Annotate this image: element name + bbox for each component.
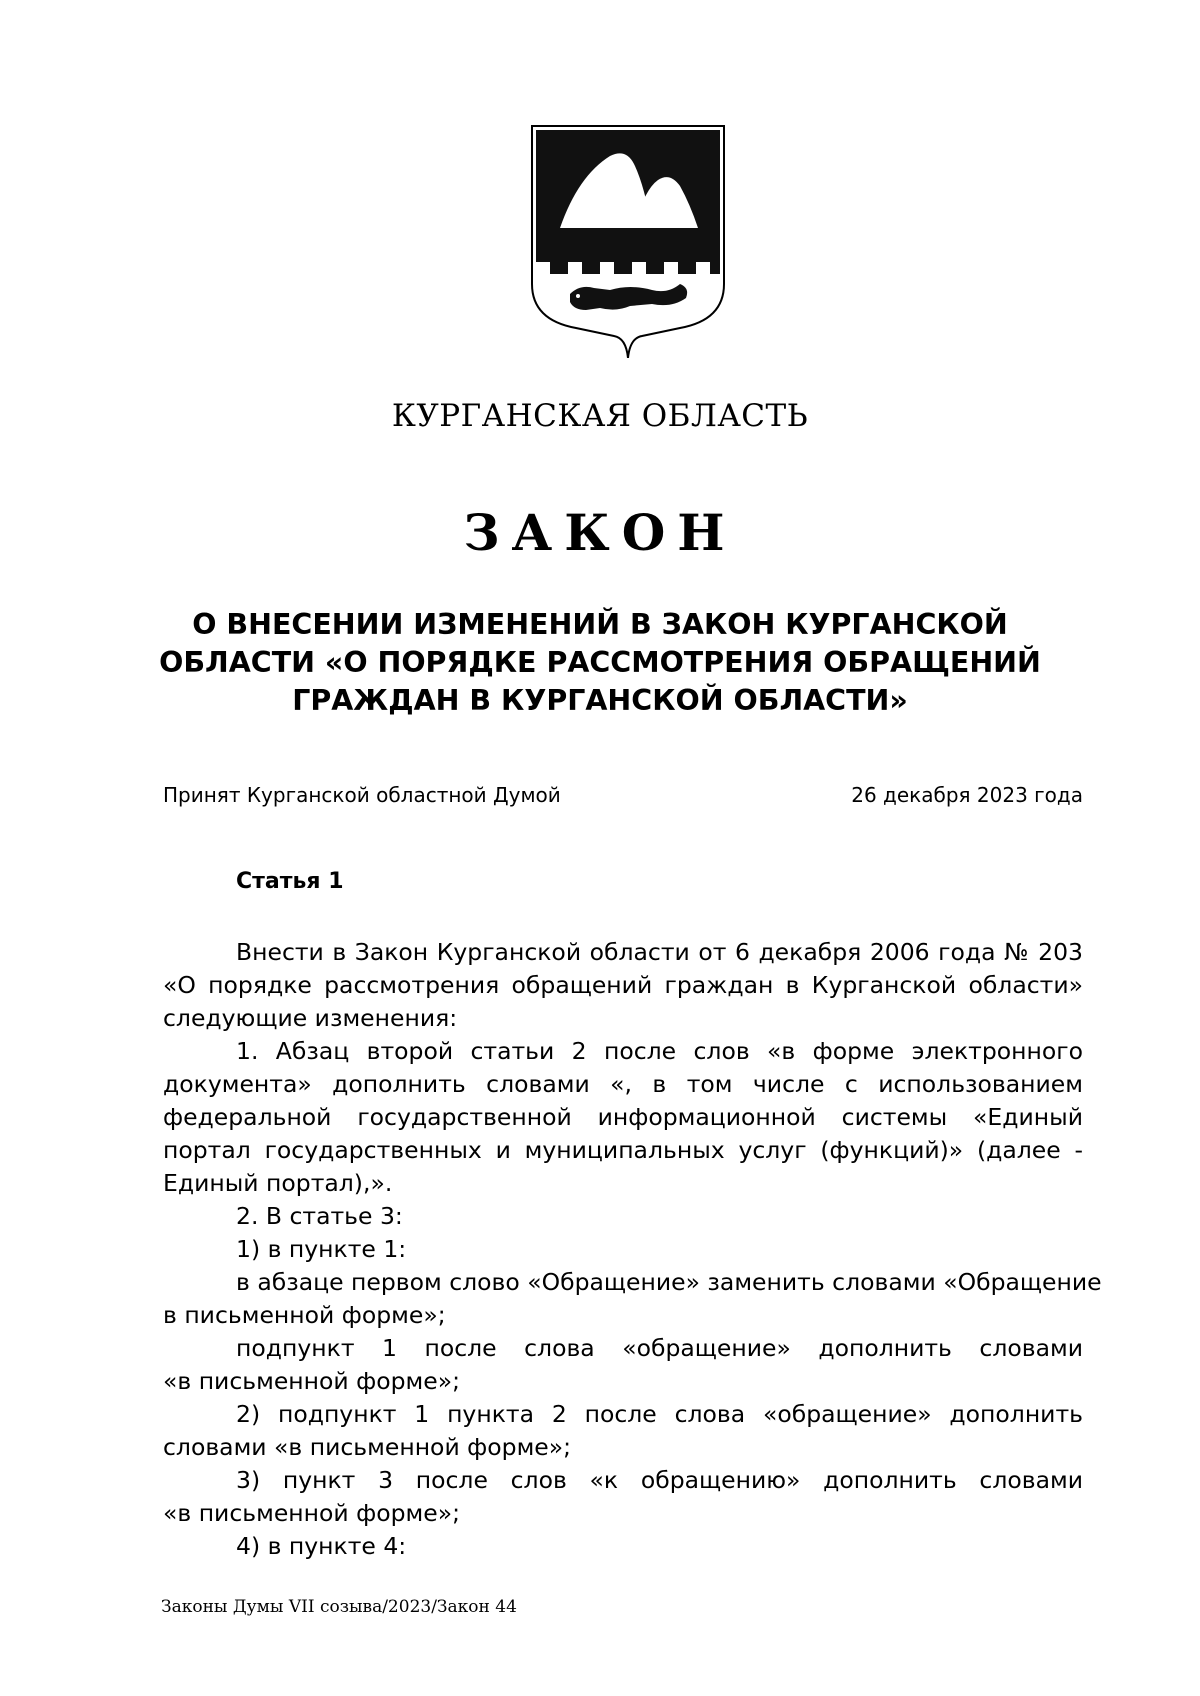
- coat-of-arms-icon: [530, 124, 726, 358]
- body-line: подпункт 1 после слова «обращение» дополнить словами: [236, 1334, 1083, 1362]
- document-footer: Законы Думы VII созыва/2023/Закон 44: [161, 1597, 517, 1617]
- document-type: ЗАКОН: [463, 503, 737, 562]
- body-line: 1) в пункте 1:: [236, 1235, 407, 1263]
- body-line: в абзаце первом слово «Обращение» заменить словами «Обращение: [236, 1268, 1102, 1296]
- body-line: 3) пункт 3 после слов «к обращению» дополнить словами: [236, 1466, 1083, 1494]
- body-line: в письменной форме»;: [163, 1301, 446, 1329]
- body-line: «в письменной форме»;: [163, 1367, 461, 1395]
- law-title-line: О ВНЕСЕНИИ ИЗМЕНЕНИЙ В ЗАКОН КУРГАНСКОЙ: [192, 608, 1008, 641]
- body-line: портал государственных и муниципальных услуг (функций)» (далее -: [163, 1136, 1083, 1164]
- adopted-by: Принят Курганской областной Думой: [163, 783, 561, 807]
- body-line: 1. Абзац второй статьи 2 после слов «в форме электронного: [236, 1037, 1083, 1065]
- body-line: 4) в пункте 4:: [236, 1532, 407, 1560]
- law-title: [150, 606, 1050, 720]
- law-title-line: ГРАЖДАН В КУРГАНСКОЙ ОБЛАСТИ»: [292, 684, 908, 717]
- body-line: 2) подпункт 1 пункта 2 после слова «обращение» дополнить: [236, 1400, 1083, 1428]
- body-line: Единый портал),».: [163, 1169, 393, 1197]
- adoption-date: 26 декабря 2023 года: [851, 783, 1083, 807]
- body-line: федеральной государственной информационной системы «Единый: [163, 1103, 1083, 1131]
- law-title-line: ОБЛАСТИ «О ПОРЯДКЕ РАССМОТРЕНИЯ ОБРАЩЕНИЙ: [159, 646, 1041, 679]
- article-heading: Статья 1: [236, 869, 344, 894]
- body-line: 2. В статье 3:: [236, 1202, 403, 1230]
- body-line: «в письменной форме»;: [163, 1499, 461, 1527]
- body-line: «О порядке рассмотрения обращений граждан в Курганской области»: [163, 971, 1083, 999]
- body-line: следующие изменения:: [163, 1004, 458, 1032]
- body-line: Внести в Закон Курганской области от 6 декабря 2006 года № 203: [236, 938, 1083, 966]
- body-line: словами «в письменной форме»;: [163, 1433, 572, 1461]
- body-line: документа» дополнить словами «, в том числе с использованием: [163, 1070, 1083, 1098]
- region-name: КУРГАНСКАЯ ОБЛАСТЬ: [391, 398, 809, 434]
